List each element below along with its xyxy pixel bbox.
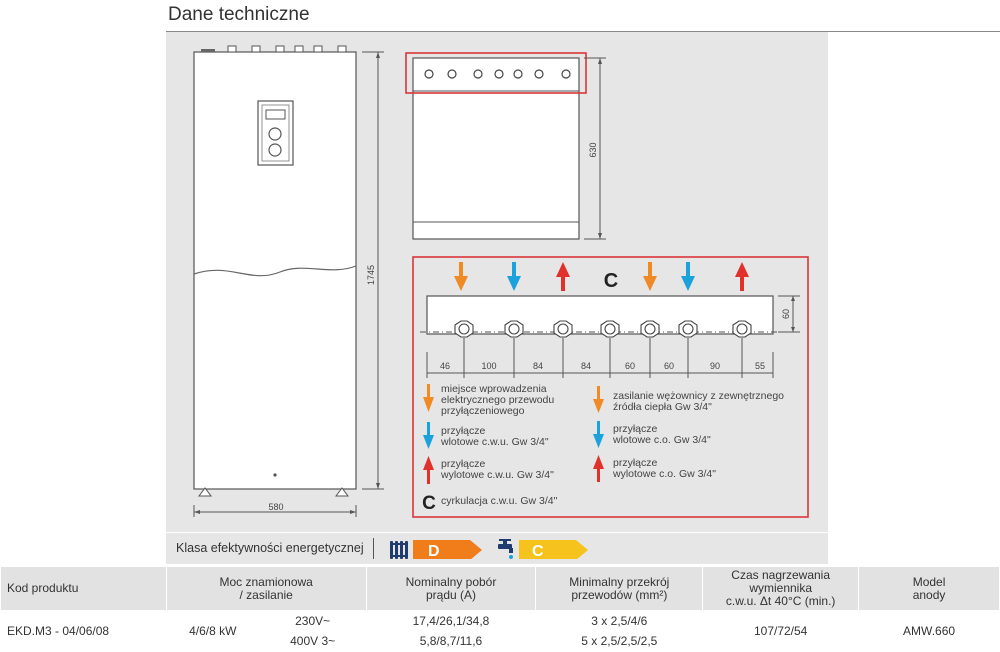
header-anode: Model anody [859,567,1000,611]
circulation-symbol: C [603,270,619,292]
cell-cross-section: 5 x 2,5/2,5/2,5 [536,631,703,651]
svg-text:C: C [422,493,436,514]
table-header-row [1,567,1000,611]
legend-cwu-outlet-text: przyłącze wylotowe c.w.u. Gw 3/4" [441,458,554,481]
heating-energy-badge [390,539,485,559]
cell-cross-section: 3 x 2,5/4/6 [536,611,703,631]
connection-detail [413,257,808,517]
spacing-label: 60 [624,361,636,371]
spacing-label: 84 [580,361,592,371]
legend-coil-supply-text: zasilanie wężownicy z zewnętrznego źródła ciepła Gw 3/4" [613,390,784,413]
energy-class-label: Klasa efektywności energetycznej [176,541,364,555]
heating-class-arrow [413,540,482,559]
heating-class-letter: D [428,543,440,559]
radiator-icon [390,541,408,559]
header-code: Kod produktu [1,567,167,611]
legend-cwu-inlet-text: przyłącze wlotowe c.w.u. Gw 3/4" [441,425,549,448]
top-view [406,53,606,239]
legend-circulation-text: cyrkulacja c.w.u. Gw 3/4" [441,495,558,507]
spacing-label: 100 [481,361,497,371]
connection-height-dimension: 60 [781,308,791,320]
specification-table [0,566,1000,651]
control-panel [258,101,293,165]
energy-class-bar [166,533,828,564]
cell-voltage: 230V~ [259,611,366,631]
cell-heating-time: 107/72/54 [703,611,859,651]
table-row [1,611,1000,631]
legend-co-outlet-text: przyłącze wylotowe c.o. Gw 3/4" [613,457,716,480]
front-view [194,46,384,517]
legend-electrical-text: miejsce wprowadzenia elektrycznego przewodu przyłączeniowego [441,383,555,417]
spacing-label: 60 [663,361,675,371]
spacing-label: 90 [709,361,721,371]
spacing-label: 84 [532,361,544,371]
cell-anode: AMW.660 [859,611,1000,651]
water-class-arrow [519,540,588,559]
header-power: Moc znamionowa / zasilanie [166,567,366,611]
spacing-label: 55 [754,361,766,371]
legend-co-inlet-text: przyłącze wlotowe c.o. Gw 3/4" [613,423,711,446]
spacing-label: 46 [439,361,451,371]
water-energy-badge [496,539,591,559]
cell-power: 4/6/8 kW [166,611,259,651]
top-height-dimension: 630 [588,142,598,158]
height-dimension: 1745 [366,264,376,286]
width-dimension: 580 [268,502,284,512]
water-class-letter: C [532,543,544,559]
cell-current: 17,4/26,1/34,8 [366,611,536,631]
cell-code: EKD.M3 - 04/06/08 [1,611,167,651]
energy-divider [373,538,374,559]
cell-voltage: 400V 3~ [259,631,366,651]
cell-current: 5,8/8,7/11,6 [366,631,536,651]
tap-icon [498,539,513,559]
header-cross-section: Minimalny przekrój przewodów (mm²) [536,567,703,611]
page-title: Dane techniczne [168,4,310,25]
header-heating-time: Czas nagrzewania wymiennika c.w.u. Δt 40°C (min.) [703,567,859,611]
header-current: Nominalny pobór prądu (A) [366,567,536,611]
